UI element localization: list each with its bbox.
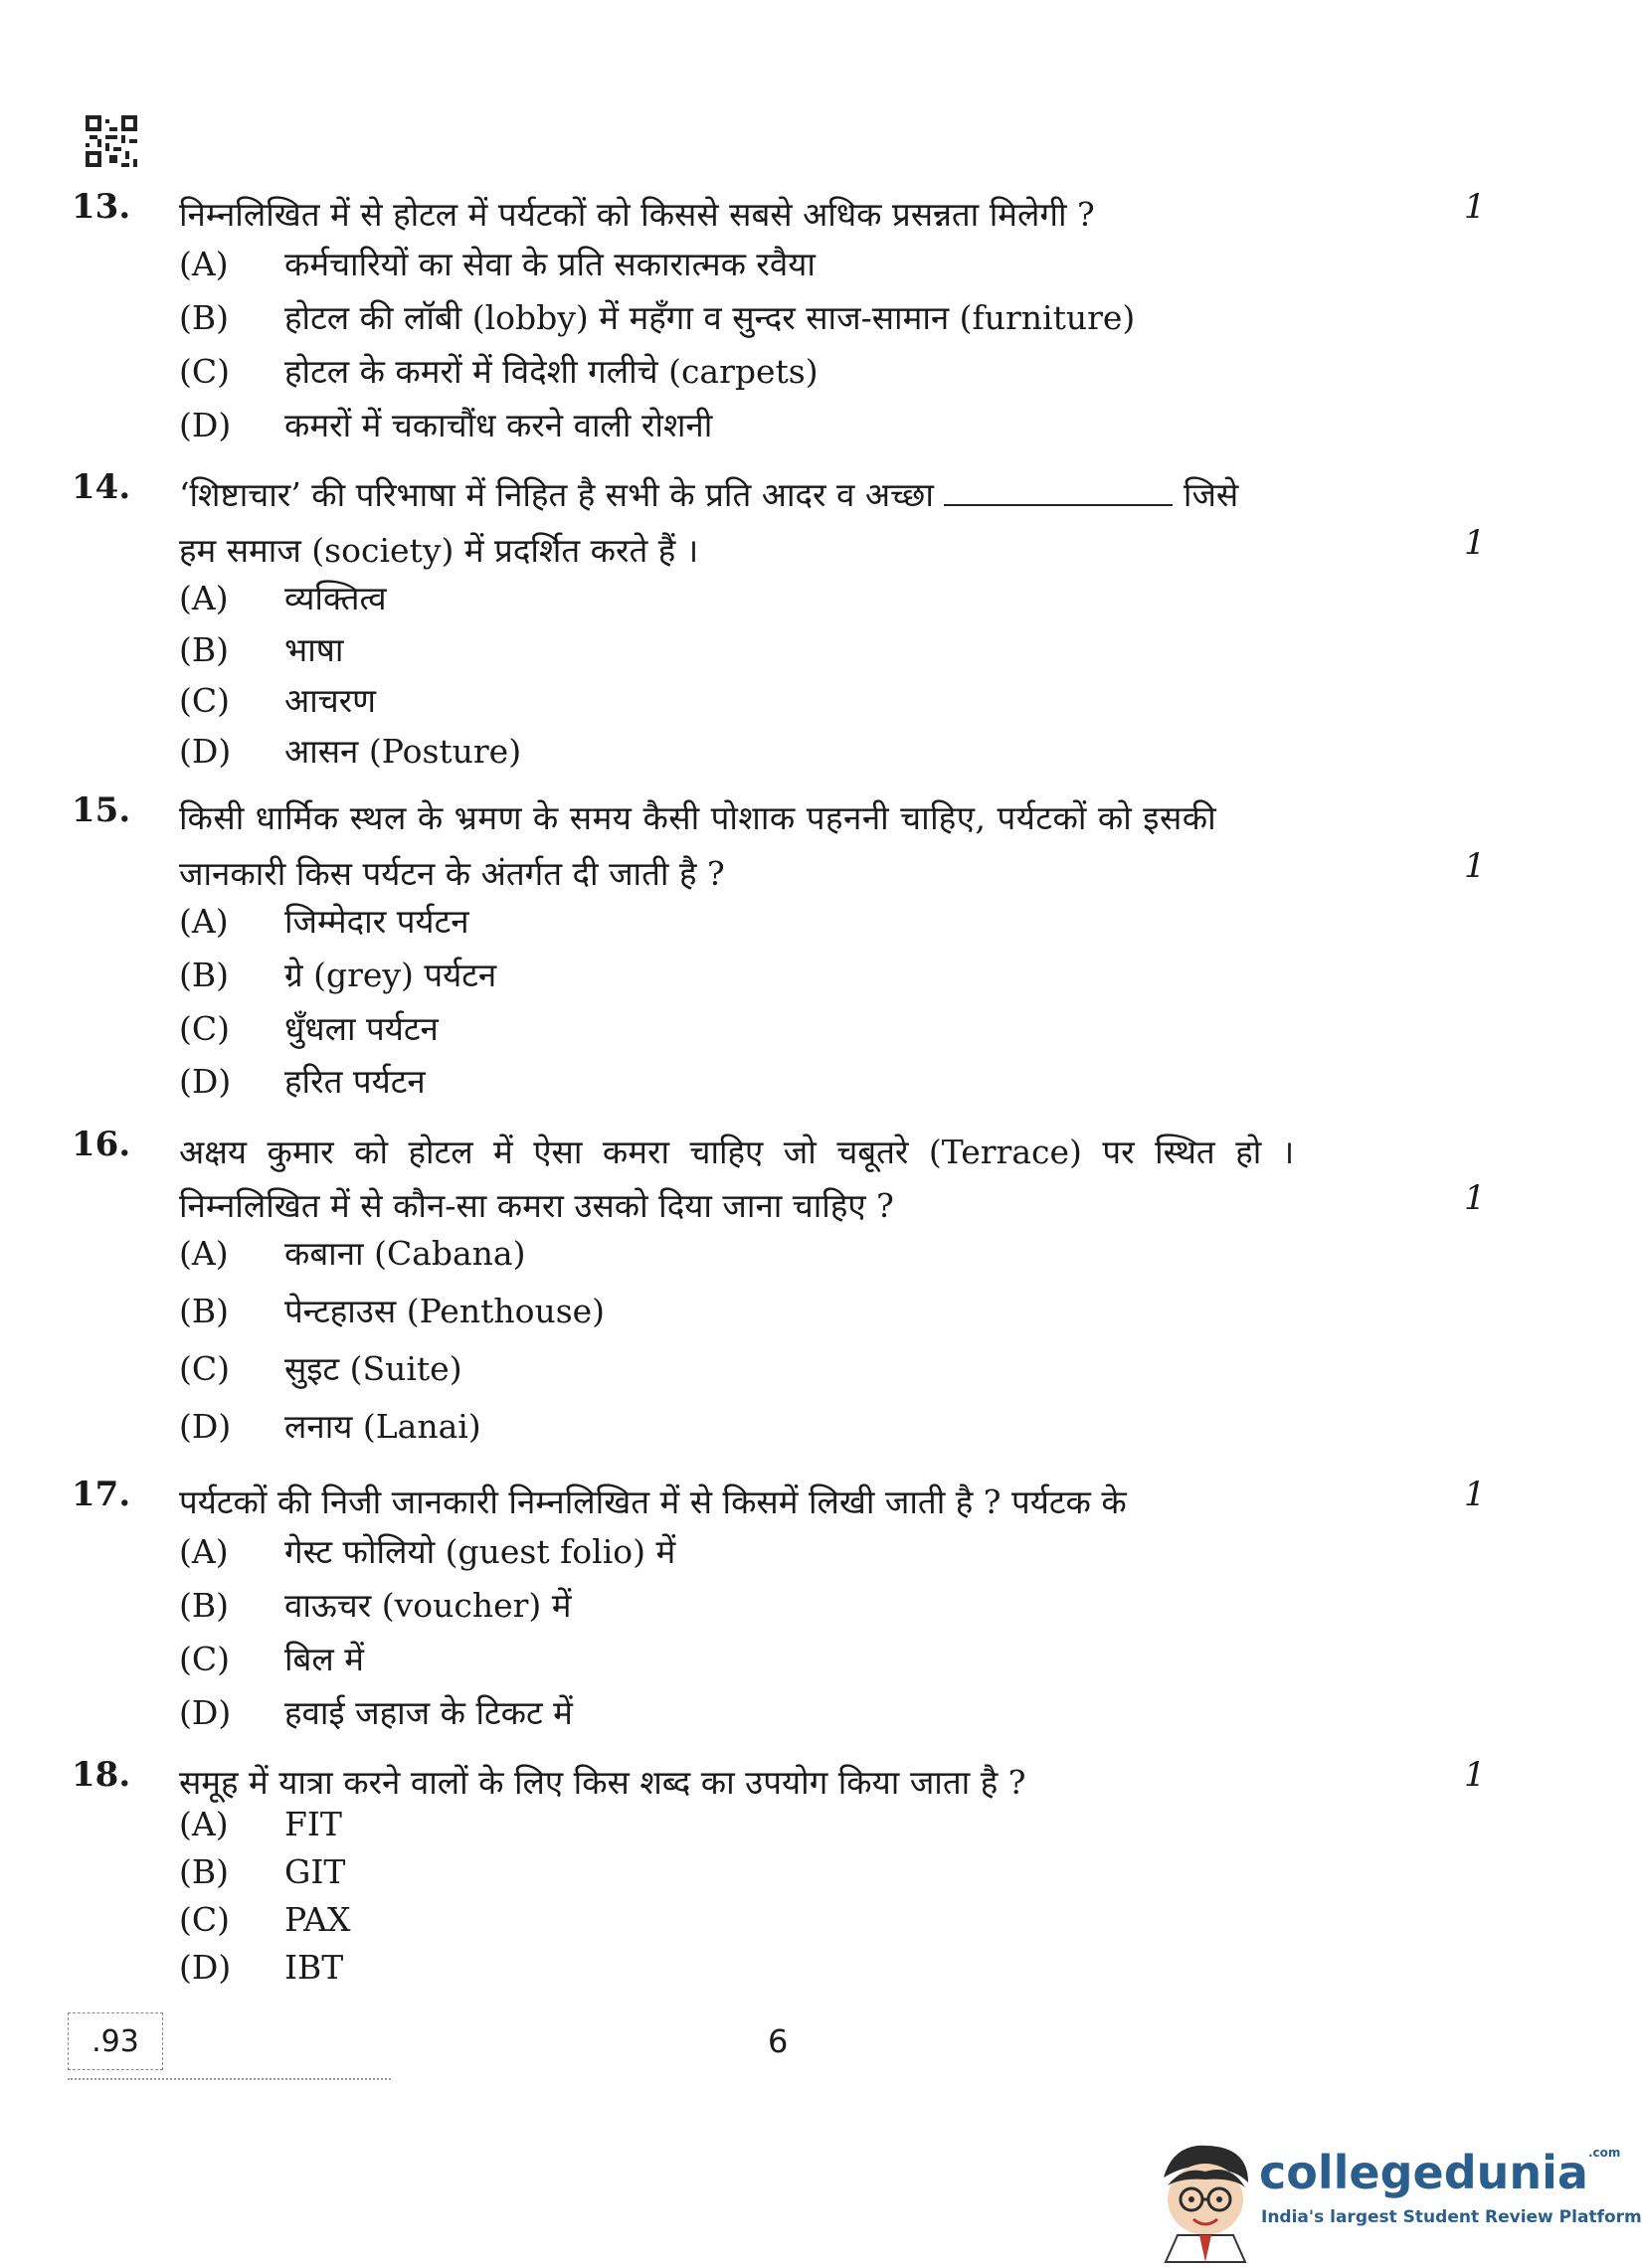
qr-code-icon: [86, 115, 137, 167]
student-mascot-icon: [1154, 2138, 1258, 2262]
question-marks: 1: [1464, 1178, 1486, 1218]
option-b: (B) GIT: [179, 1852, 346, 1891]
option-c: (C) PAX: [179, 1900, 351, 1939]
paper-code: .93: [68, 2012, 163, 2070]
question-marks: 1: [1464, 1755, 1486, 1795]
question-number: 17.: [72, 1475, 131, 1514]
fill-in-blank: [944, 476, 1173, 506]
page-number: 6: [768, 2022, 789, 2060]
question-text: पर्यटकों की निजी जानकारी निम्नलिखित में से किसमें लिखी जाती है ? पर्यटक के: [179, 1483, 1127, 1521]
question-text: निम्नलिखित में से होटल में पर्यटकों को किससे सबसे अधिक प्रसन्नता मिलेगी ?: [179, 195, 1095, 234]
question-marks: 1: [1464, 187, 1486, 227]
option-a: (A) कबाना (Cabana): [179, 1234, 526, 1273]
collegedunia-logo: [1154, 2138, 1642, 2262]
option-a: (A) कर्मचारियों का सेवा के प्रति सकारात्मक रवैया: [179, 245, 816, 283]
question-marks: 1: [1464, 523, 1486, 563]
logo-tagline: India's largest Student Review Platform: [1261, 2207, 1642, 2227]
question-marks: 1: [1464, 1475, 1486, 1514]
option-a: (A) जिम्मेदार पर्यटन: [179, 902, 469, 941]
question-number: 16.: [72, 1125, 131, 1164]
option-b: (B) भाषा: [179, 630, 344, 669]
option-b: (B) पेन्टहाउस (Penthouse): [179, 1292, 606, 1330]
question-number: 13.: [72, 187, 131, 227]
question-text-line2: जानकारी किस पर्यटन के अंतर्गत दी जाती है ?: [179, 854, 725, 893]
option-d: (D) कमरों में चकाचौंध करने वाली रोशनी: [179, 406, 713, 444]
option-d: (D) लनाय (Lanai): [179, 1407, 481, 1446]
option-d: (D) हवाई जहाज के टिकट में: [179, 1693, 573, 1732]
option-c: (C) सुइट (Suite): [179, 1349, 462, 1388]
question-number: 18.: [72, 1755, 131, 1795]
option-c: (C) आचरण: [179, 681, 377, 720]
option-d: (D) आसन (Posture): [179, 732, 522, 771]
question-text-line1: ‘शिष्टाचार’ की परिभाषा में निहित है सभी के प्रति आदर व अच्छा जिसे: [179, 475, 1239, 514]
option-c: (C) बिल में: [179, 1640, 364, 1678]
option-c: (C) होटल के कमरों में विदेशी गलीचे (carpets): [179, 352, 819, 391]
option-c: (C) धुँधला पर्यटन: [179, 1009, 439, 1048]
option-b: (B) होटल की लॉबी (lobby) में महँगा व सुन्दर साज-सामान (furniture): [179, 298, 1136, 337]
option-d: (D) IBT: [179, 1948, 344, 1987]
question-text-line2: निम्नलिखित में से कौन-सा कमरा उसको दिया जाना चाहिए ?: [179, 1186, 894, 1225]
option-a: (A) व्यक्तित्व: [179, 579, 387, 617]
question-number: 14.: [72, 467, 131, 507]
footer-divider: [68, 2078, 391, 2080]
question-number: 15.: [72, 790, 131, 830]
option-a: (A) गेस्ट फोलियो (guest folio) में: [179, 1532, 676, 1571]
option-b: (B) ग्रे (grey) पर्यटन: [179, 956, 497, 994]
question-text-line1: किसी धार्मिक स्थल के भ्रमण के समय कैसी पोशाक पहननी चाहिए, पर्यटकों को इसकी: [179, 798, 1217, 837]
question-text-line2: हम समाज (society) में प्रदर्शित करते हैं ।: [179, 531, 699, 570]
question-text: समूह में यात्रा करने वालों के लिए किस शब्द का उपयोग किया जाता है ?: [179, 1763, 1026, 1802]
question-text-line1: अक्षय कुमार को होटल में ऐसा कमरा चाहिए जो चबूतरे (Terrace) पर स्थित हो ।: [179, 1133, 1295, 1171]
option-d: (D) हरित पर्यटन: [179, 1062, 426, 1101]
option-b: (B) वाऊचर (voucher) में: [179, 1586, 572, 1625]
option-a: (A) FIT: [179, 1805, 342, 1843]
logo-wordmark: collegedunia$^{.com}$: [1259, 2146, 1621, 2199]
question-marks: 1: [1464, 846, 1486, 886]
